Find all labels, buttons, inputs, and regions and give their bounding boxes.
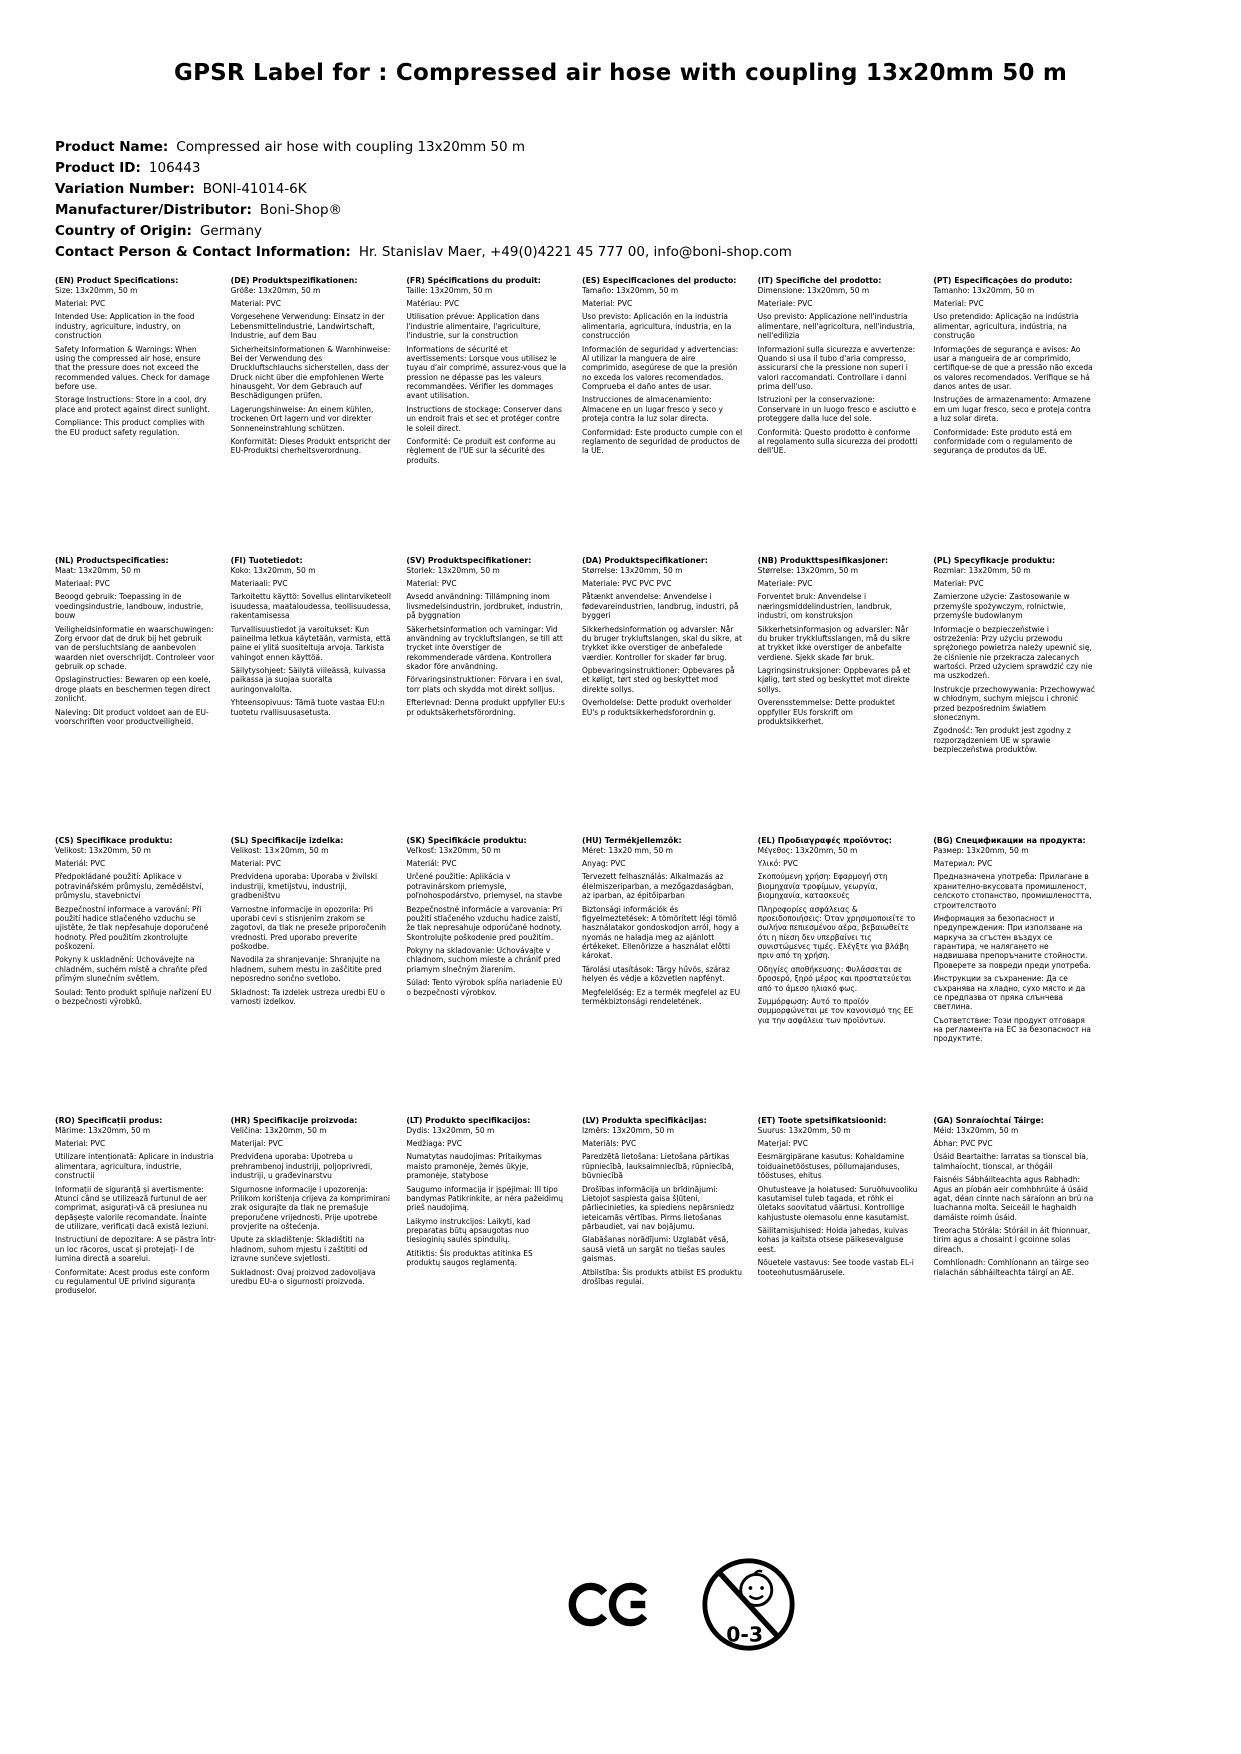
lang-block-paragraph: Medžiaga: PVC (406, 1139, 462, 1149)
lang-block-paragraph: Matériau: PVC (406, 299, 460, 309)
lang-block-paragraph: Lagringsinstruksjoner: Oppbevares på et kjølig, tørt sted og beskyttet mot direkte sollys. (757, 666, 911, 694)
lang-block-paragraph: Conformidade: Este produto está em conformidade com o regulamento de segurança de produtos da UE. (933, 427, 1073, 456)
product-info-line (55, 179, 792, 200)
lang-block-title: (EN) Product Specifications: (55, 276, 179, 285)
lang-block-paragraph: Tarkoitettu käyttö: Sovellus elintarviketeoll isuudessa, maataloudessa, teollisuudessa, rakentamisessa (230, 592, 391, 621)
lang-block-paragraph: Utilisation prévue: Application dans l'industrie alimentaire, l'agriculture, l'industrie, sur la construction (406, 312, 541, 341)
ce-mark-icon (568, 1573, 650, 1636)
lang-block-paragraph: Biztonsági információk és figyelmeztetések: A tömörített légi tömlő használatakor gondoskodjon arról, hogy a nyomás ne haladja meg az ajánlott értékeket. Ellenőrizze a használat előtti károkat. (582, 904, 739, 961)
lang-block-title: (DE) Produktspezifikationen: (230, 276, 358, 285)
lang-block-paragraph: Naleving: Dit product voldoet aan de EU-voorschriften voor productveiligheid. (55, 707, 209, 726)
lang-block-paragraph: Konformität: Dieses Produkt entspricht der EU-Produktsi cherheitsverordnung. (230, 436, 391, 456)
lang-block-fr (406, 276, 568, 556)
lang-block-paragraph: Materiaal: PVC (55, 579, 110, 589)
lang-block-paragraph: Säkerhetsinformation och varningar: Vid användning av tryckluftslangen, se till att trycket inte överstiger de rekommenderade värdena. Kontrollera skador före användning. (406, 624, 563, 672)
lang-block-paragraph: Skladnost: Ta izdelek ustreza uredbi EU o varnosti izdelkov. (230, 987, 385, 1006)
lang-block-paragraph: Soulad: Tento produkt splňuje nařízení EU o bezpečnosti výrobků. (55, 987, 212, 1006)
lang-block-title: (DA) Produktspecifikationer: (582, 556, 708, 565)
lang-block-paragraph: Avsedd användning: Tillämpning inom livsmedelsindustrin, jordbruket, industrin, på byggnation (406, 592, 563, 621)
lang-block-paragraph: Conformité: Ce produit est conforme au règlement de l'UE sur la sécurité des produits. (406, 436, 556, 465)
lang-block-paragraph: Οδηγίες αποθήκευσης: Φυλάσσεται σε δροσερό, ξηρό μέρος και προστατεύεται από το άμεσο ηλιακό φως. (757, 964, 912, 993)
lang-block-paragraph: Storage Instructions: Store in a cool, dry place and protect against direct sunlight. (55, 395, 210, 414)
lang-block-paragraph: Drošības informācija un brīdinājumi: Lietojot saspiesta gaisa šļūteni, pārliecinieties, ka spiediens nepārsniedz ieteicamās vērtības. Pirms lietošanas pārbaudiet, vai nav bojājumu. (582, 1184, 735, 1232)
lang-block-paragraph: Materiál: PVC (55, 859, 106, 869)
lang-block-paragraph: Tamanho: 13x20mm, 50 m (933, 285, 1035, 295)
lang-block-paragraph: Størrelse: 13x20mm, 50 m (757, 565, 859, 575)
lang-block-paragraph: Materjal: PVC (757, 1139, 808, 1149)
lang-block-paragraph: Sukladnost: Ovaj proizvod zadovoljava uredbu EU-a o sigurnosti proizvoda. (230, 1267, 376, 1286)
lang-block-paragraph: Comhlíonadh: Comhlíonann an táirge seo rialachán sábháilteachta táirgí an AE. (933, 1258, 1089, 1277)
lang-block-paragraph: Rozmiar: 13x20mm, 50 m (933, 565, 1031, 575)
lang-block-paragraph: Materijal: PVC (230, 1139, 284, 1149)
lang-block-paragraph: Veľkosť: 13x20mm, 50 m (406, 845, 501, 855)
lang-block-paragraph: Förvaringsinstruktioner: Förvara i en sval, torr plats och skydda mot direkt solljus. (406, 675, 563, 694)
lang-block-paragraph: Material: PVC (230, 859, 281, 869)
lang-block-paragraph: Zamierzone użycie: Zastosowanie w przemyśle spożywczym, rolnictwie, przemyśle budowlanym (933, 592, 1070, 621)
lang-block-paragraph: Υλικό: PVC (757, 859, 799, 869)
product-info-value: Compressed air hose with coupling 13x20mm 50 m (176, 139, 526, 155)
lang-block-paragraph: Safety Information & Warnings: When using the compressed air hose, ensure that the pressure does not exceed the recommended values. Check for damage before use. (55, 344, 210, 392)
lang-block-paragraph: Atbilstība: Šis produkts atbilst ES produktu drošības regulai. (582, 1267, 742, 1286)
lang-block-paragraph: Sicherheitsinformationen & Warnhinweise: Bei der Verwendung des Druckluftschlauchs sicherstellen, dass der Druck nicht über die empfohlenen Werte hinausgeht. Vor dem Gebrauch auf Beschädigungen prüfen. (230, 344, 391, 401)
lang-block-paragraph: Dydis: 13x20mm, 50 m (406, 1125, 495, 1135)
lang-block-paragraph: Materiaali: PVC (230, 579, 288, 589)
lang-block-paragraph: Материал: PVC (933, 859, 993, 869)
lang-block-paragraph: Materiál: PVC (406, 859, 457, 869)
lang-block-title: (FR) Spécifications du produit: (406, 276, 541, 285)
lang-block-lv (582, 1116, 744, 1396)
lang-block-paragraph: Påtænkt anvendelse: Anvendelse i fødevareindustrien, landbrug, industri, på byggeri (582, 592, 739, 621)
language-grid (55, 276, 1095, 1396)
lang-block-paragraph: Atitiktis: Šis produktas atitinka ES produktų saugos reglamentą. (406, 1248, 533, 1268)
lang-block-paragraph: Material: PVC (230, 299, 281, 309)
lang-block-paragraph: Storlek: 13x20mm, 50 m (406, 565, 500, 575)
product-info-line (55, 200, 792, 221)
lang-block-title: (LT) Produkto specifikacijos: (406, 1116, 531, 1125)
product-info-value: Hr. Stanislav Maer, +49(0)4221 45 777 00, info@boni-shop.com (358, 244, 792, 260)
product-info (55, 137, 792, 263)
lang-block-paragraph: Eesmärgipärane kasutus: Kohaldamine toiduainetööstuses, põllumajanduses, tööstuses, ehitus (757, 1152, 905, 1181)
lang-block-paragraph: Veiligheidsinformatie en waarschuwingen: Zorg ervoor dat de druk bij het gebruik van de persluchtslang de aanbevolen waarden niet overschrijdt. Controleer voor gebruik op schade. (55, 624, 215, 672)
lang-block-paragraph: Съответствие: Този продукт отговаря на регламента на ЕС за безопасност на продуктите. (933, 1015, 1091, 1044)
lang-block-paragraph: Συμμόρφωση: Αυτό το προϊόν συμμορφώνεται με τον κανονισμό της ΕΕ για την ασφάλεια των προϊόντων. (757, 996, 914, 1025)
lang-block-paragraph: Информация за безопасност и предупреждения: При използване на маркуча за сгъстен въздух се гарантира, че налягането не надвишава препоръчаните стойности. Проверете за повреди преди употреба. (933, 913, 1091, 970)
lang-block-fi (231, 556, 393, 836)
lang-block-paragraph: Paredzētā lietošana: Lietošana pārtikas rūpniecībā, lauksaimniecībā, rūpniecībā, būvniecībā (582, 1152, 734, 1181)
lang-block-paragraph: Opbevaringsinstruktioner: Opbevares på et køligt, tørt sted og beskyttet mod direkte sollys. (582, 666, 735, 694)
lang-block-paragraph: Tervezett felhasználás: Alkalmazás az élelmiszeriparban, a mezőgazdaságban, az iparban, az épitőiparban (582, 872, 734, 901)
lang-block-el (758, 836, 920, 1116)
lang-block-paragraph: Istruzioni per la conservazione: Conservare in un luogo fresco e asciutto e proteggere dalla luce del sole. (757, 395, 917, 424)
product-info-label: Product ID: (55, 160, 141, 176)
lang-block-paragraph: Bezpečnostní informace a varování: Při použití hadice stlačeného vzduchu se ujistěte, že tlak nepřesahuje doporučené hodnoty. Před použitím zkontrolujte poškození. (55, 904, 209, 952)
footer-symbols (568, 1556, 797, 1653)
lang-block-nl (55, 556, 217, 836)
lang-block-sl (231, 836, 393, 1116)
lang-block-title: (RO) Specificații produs: (55, 1116, 163, 1125)
lang-block-hu (582, 836, 744, 1116)
lang-block-nb (758, 556, 920, 836)
lang-block-paragraph: Vorgesehene Verwendung: Einsatz in der Lebensmittelindustrie, Landwirtschaft, Industrie, auf dem Bau (230, 312, 385, 341)
lang-block-paragraph: Предназначена употреба: Прилагане в хранително-вкусовата промишленост, селското стопанство, промишлеността, строителството (933, 872, 1092, 910)
lang-block-title: (CS) Specifikace produktu: (55, 836, 173, 845)
lang-block-title: (EL) Προδιαγραφές προϊόντος: (757, 836, 892, 845)
lang-block-title: (NL) Productspecificaties: (55, 556, 169, 565)
lang-block-paragraph: Instructions de stockage: Conserver dans un endroit frais et sec et protéger contre le soleil direct. (406, 404, 562, 433)
lang-block-paragraph: Ábhar: PVC PVC (933, 1139, 993, 1149)
lang-block-title: (IT) Specifiche del prodotto: (757, 276, 882, 285)
lang-block-paragraph: Material: PVC (406, 579, 457, 589)
lang-block-paragraph: Σκοπούμενη χρήση: Εφαρμογή στη βιομηχανία τροφίμων, γεωργία, βιομηχανία, κατασκευές (757, 872, 888, 901)
lang-block-paragraph: Súlad: Tento výrobok spĺňa nariadenie EÚ o bezpečnosti výrobkov. (406, 978, 563, 997)
lang-block-paragraph: Información de seguridad y advertencias: Al utilizar la manguera de aire comprimido, asegúrese de que la presión no exceda los valores recomendados. Comprueba el daño antes de usar. (582, 344, 739, 392)
lang-block-paragraph: Tamaño: 13x20mm, 50 m (582, 285, 679, 295)
age-warning-0-3-icon (700, 1556, 797, 1653)
lang-block-paragraph: Efterlevnad: Denna produkt uppfyller EU:s pr oduktsäkerhetsförordning. (406, 698, 565, 717)
lang-block-paragraph: Megfelelőség: Ez a termék megfelel az EU termékbiztonsági rendeletének. (582, 987, 741, 1006)
lang-block-bg (933, 836, 1095, 1116)
lang-block-paragraph: Méid: 13x20mm, 50 m (933, 1125, 1019, 1135)
lang-block-paragraph: Conformidad: Este producto cumple con el reglamento de seguridad de productos de la UE. (582, 427, 743, 456)
lang-block-paragraph: Material: PVC (55, 1139, 106, 1149)
lang-block-paragraph: Koko: 13x20mm, 50 m (230, 565, 316, 575)
lang-block-paragraph: Compliance: This product complies with the EU product safety regulation. (55, 418, 205, 437)
lang-block-paragraph: Размер: 13x20mm, 50 m (933, 845, 1029, 855)
lang-block-sk (406, 836, 568, 1116)
lang-block-paragraph: Overensstemmelse: Dette produktet oppfyller EUs forskrift om produktsikkerhet. (757, 698, 895, 726)
lang-block-paragraph: Materiāls: PVC (582, 1139, 637, 1149)
lang-block-title: (LV) Produkta specifikācijas: (582, 1116, 707, 1125)
lang-block-paragraph: Informações de segurança e avisos: Ao usar a mangueira de ar comprimido, certifique-se de que a pressão não exceda os valores recomendados. Verifique se há danos antes de usar. (933, 344, 1093, 392)
lang-block-paragraph: Materiał: PVC (933, 579, 984, 589)
lang-block-paragraph: Velikost: 13×20mm, 50 m (230, 845, 329, 855)
lang-block-paragraph: Uso previsto: Applicazione nell'industria alimentare, nell'agricoltura, nell'industria, nell'edilizia (757, 312, 915, 341)
lang-block-paragraph: Turvallisuustiedot ja varoitukset: Kun paineilma letkua käytetään, varmista, että paine ei ylitä suositeltuja arvoja. Tarkista vahingot ennen käyttöä. (230, 624, 391, 662)
lang-block-de (231, 276, 393, 556)
lang-block-paragraph: Conformitate: Acest produs este conform cu regulamentul UE privind siguranța produselor. (55, 1267, 210, 1296)
lang-block-paragraph: Säilitamisjuhised: Hoida jahedas, kuivas kohas ja kaitsta otsese päikesevalguse eest. (757, 1226, 908, 1254)
lang-block-paragraph: Size: 13x20mm, 50 m (55, 285, 138, 295)
lang-block-paragraph: Bezpečnostné informácie a varovania: Pri použití stlačeného vzduchu hadice zaistí, že tlak nepresahuje odporúčané hodnoty. Skontrolujte poškodenie pred použitím. (406, 904, 563, 942)
lang-block-paragraph: Tárolási utasítások: Tárgy hűvös, száraz helyen és védje a közvetlen napfényt. (582, 964, 730, 984)
lang-block-paragraph: Forventet bruk: Anvendelse i næringsmiddelindustrien, landbruk, industri, om konstruksjon (757, 592, 892, 621)
product-info-label: Manufacturer/Distributor: (55, 202, 252, 218)
lang-block-paragraph: Instrukcje przechowywania: Przechowywać w chłodnym, suchym miejscu i chronić przed bezpośrednim światłem słonecznym. (933, 684, 1095, 722)
lang-block-paragraph: Μέγεθος: 13x20mm, 50 m (757, 845, 858, 855)
product-info-value: BONI-41014-6K (202, 181, 307, 197)
lang-block-title: (SV) Produktspecifikationer: (406, 556, 532, 565)
lang-block-paragraph: Treoracha Stórála: Stóráil in áit fhionnuar, tirim agus a chosaint i gcoinne solas díreach. (933, 1226, 1091, 1254)
product-info-line (55, 242, 792, 263)
lang-block-paragraph: Dimensione: 13x20mm, 50 m (757, 285, 870, 295)
lang-block-paragraph: Nõuetele vastavus: See toode vastab EL-i tooteohutusmäärusele. (757, 1258, 914, 1277)
lang-block-en (55, 276, 217, 556)
lang-block-paragraph: Ohutusteave ja hoiatused: Suruõhuvooliku kasutamisel tuleb tagada, et rõhk ei ületaks soovitatud väärtusi. Kontrollige kahjustuste olemasolu enne kasutamist. (757, 1184, 918, 1222)
lang-block-paragraph: Předpokládané použití: Aplikace v potravinářském průmyslu, zemědělství, průmyslu, stavebnictví (55, 872, 204, 901)
lang-block-paragraph: Material: PVC (933, 299, 984, 309)
lang-block-title: (HR) Specifikacije proizvoda: (230, 1116, 358, 1125)
product-info-label: Country of Origin: (55, 223, 192, 239)
product-info-line (55, 221, 792, 242)
lang-block-title: (ES) Especificaciones del producto: (582, 276, 737, 285)
lang-block-paragraph: Materiale: PVC PVC PVC (582, 579, 672, 589)
lang-block-et (758, 1116, 920, 1396)
lang-block-paragraph: Laikymo instrukcijos: Laikyti, kad preparatas būtų apsaugotas nuo tiesioginių saulės spindulių. (406, 1216, 531, 1245)
lang-block-title: (PL) Specyfikacje produktu: (933, 556, 1056, 565)
lang-block-paragraph: Faisnéis Sábháilteachta agus Rabhadh: Agus an píobán aeir comhbhrúite á úsáid agat, déan cinnte nach sáraíonn an brú na luachanna molta. Seiceáil le haghaidh damáiste roimh úsáid. (933, 1175, 1094, 1222)
lang-block-paragraph: Upute za skladištenje: Skladištiti na hladnom, suhom mjestu i zaštititi od izravne sunčeve svjetlosti. (230, 1235, 368, 1264)
lang-block-paragraph: Instructiuni de depozitare: A se păstra într- un loc răcoros, uscat și protejați- l de lumina directă a soarelui. (55, 1235, 217, 1264)
lang-block-paragraph: Säilytysohjeet: Säilytä viileässä, kuivassa paikassa ja suojaa suoralta auringonvalolta. (230, 666, 386, 694)
lang-block-paragraph: Mărime: 13x20mm, 50 m (55, 1125, 151, 1135)
lang-block-da (582, 556, 744, 836)
lang-block-paragraph: Méret: 13x20 mm, 50 m (582, 845, 673, 855)
product-info-value: Germany (199, 223, 262, 239)
lang-block-paragraph: Informazioni sulla sicurezza e avvertenze: Quando si usa il tubo d'aria compresso, assicurarsi che la pressione non superi i valori raccomandati. Controllare i danni prima dell'uso. (757, 344, 916, 392)
age-warning-label: 0-3 (726, 1622, 764, 1647)
lang-block-paragraph: Pokyny na skladovanie: Uchovávajte v chladnom, suchom mieste a chrániť pred priamym slnečným žiarením. (406, 946, 561, 974)
lang-block-paragraph: Numatytas naudojimas: Pritaikymas maisto pramonėje, žemės ūkyje, pramonėje, statybose (406, 1152, 542, 1181)
lang-block-paragraph: Beoogd gebruik: Toepassing in de voedingsindustrie, landbouw, industrie, bouw (55, 592, 204, 621)
lang-block-paragraph: Størrelse: 13x20mm, 50 m (582, 565, 683, 575)
lang-block-paragraph: Utilizare intenționată: Aplicare in industria alimentara, agricultura, industrie, constructii (55, 1152, 214, 1181)
lang-block-paragraph: Material: PVC (582, 299, 633, 309)
lang-block-paragraph: Informacje o bezpieczeństwie i ostrzeżenia: Przy użyciu przewodu sprężonego powietrza należy upewnić się, że ciśnienie nie przekracza zalecanych wartości. Przed użyciem sprawdzić czy nie ma uszkodzeń. (933, 624, 1093, 681)
product-info-line (55, 158, 792, 179)
page-title: GPSR Label for : Compressed air hose with coupling 13x20mm 50 m (173, 60, 1067, 86)
lang-block-it (758, 276, 920, 556)
lang-block-title: (NB) Produkttspesifikasjoner: (757, 556, 889, 565)
lang-block-paragraph: Sikkerhetsinformasjon og advarsler: Når du bruker trykkluftsslangen, må du sikre at trykket ikke overstiger de anbefalte verdiene. Sjekk skade før bruk. (757, 624, 910, 662)
lang-block-sv (406, 556, 568, 836)
lang-block-paragraph: Uso pretendido: Aplicação na indústria alimentar, agricultura, indústria, na construção (933, 312, 1079, 341)
lang-block-paragraph: Informații de siguranță și avertismente: Atunci când se utilizează furtunul de aer comprimat, asigurați-vă că presiunea nu depășește valorile recomandate. Înainte de utilizare, verificați dacă există leziuni. (55, 1184, 209, 1232)
lang-block-paragraph: Predviđena uporaba: Upotreba u prehrambenoj industriji, poljoprivredi, industriji, u građevinarstvu (230, 1152, 373, 1181)
product-info-label: Product Name: (55, 139, 169, 155)
product-info-value: 106443 (148, 160, 201, 176)
lang-block-title: (ET) Toote spetsifikatsioonid: (757, 1116, 887, 1125)
lang-block-paragraph: Úsáid Beartaithe: Iarratas sa tionscal bia, talmhaíocht, tionscal, ar thógáil (933, 1152, 1089, 1171)
lang-block-title: (SK) Špecifikácie produktu: (406, 836, 527, 845)
lang-block-paragraph: Sikkerhedsinformation og advarsler: Når du bruger trykluftslangen, skal du sikre, at trykket ikke overstiger de anbefalede værdier. Kontroller for skader før brug. (582, 624, 742, 662)
lang-block-paragraph: Intended Use: Application in the food industry, agriculture, industry, on construction (55, 312, 195, 341)
lang-block-title: (SL) Specifikacije izdelka: (230, 836, 344, 845)
lang-block-paragraph: Zgodność: Ten produkt jest zgodny z rozporządzeniem UE w sprawie bezpieczeństwa produktów. (933, 726, 1071, 755)
lang-block-paragraph: Conformità: Questo prodotto è conforme al regolamento sulla sicurezza dei prodotti dell'UE. (757, 427, 918, 456)
lang-block-paragraph: Materiale: PVC (757, 579, 813, 589)
lang-block-title: (HU) Termékjellemzők: (582, 836, 682, 845)
lang-block-paragraph: Navodila za shranjevanje: Shranjujte na hladnem, suhem mestu in zaščitite pred neposredno sončno svetlobo. (230, 955, 382, 984)
lang-block-pt (933, 276, 1095, 556)
lang-block-paragraph: Pokyny k uskladnění: Uchovávejte na chladném, suchém místě a chraňte před přímým slunečním světlem. (55, 955, 208, 984)
lang-block-paragraph: Größe: 13x20mm, 50 m (230, 285, 321, 295)
product-info-line (55, 137, 792, 158)
lang-block-paragraph: Sigurnosne informacije i upozorenja: Prilikom korištenja crijeva za komprimirani zrak osigurajte da tlak ne premašuje preporučene vrijednosti. Prije upotrebe provjerite na oštećenja. (230, 1184, 390, 1232)
lang-block-paragraph: Overholdelse: Dette produkt overholder EU's p roduktsikkerhedsforordnin g. (582, 698, 732, 717)
lang-block-lt (406, 1116, 568, 1396)
lang-block-paragraph: Izmērs: 13x20mm, 50 m (582, 1125, 675, 1135)
lang-block-paragraph: Predvidena uporaba: Uporaba v živilski industriji, kmetijstvu, industriji, gradbeništvu (230, 872, 378, 901)
lang-block-paragraph: Maat: 13x20mm, 50 m (55, 565, 141, 575)
lang-block-title: (BG) Спецификации на продукта: (933, 836, 1086, 845)
lang-block-title: (GA) Sonraíochtaí Táirge: (933, 1116, 1044, 1125)
lang-block-paragraph: Instrucciones de almacenamiento: Almacene en un lugar fresco y seco y proteja contra la luz solar directa. (582, 395, 723, 424)
lang-block-paragraph: Uso previsto: Aplicación en la industria alimentaria, agricultura, industria, en la construcción (582, 312, 732, 341)
lang-block-ro (55, 1116, 217, 1396)
lang-block-paragraph: Veličina: 13x20mm, 50 m (230, 1125, 327, 1135)
lang-block-pl (933, 556, 1095, 836)
lang-block-paragraph: Glabāšanas norādījumi: Uzglabāt vēsā, sausā vietā un sargāt no tiešas saules gaismas. (582, 1235, 729, 1264)
lang-block-paragraph: Anyag: PVC (582, 859, 626, 869)
lang-block-title: (FI) Tuotetiedot: (230, 556, 303, 565)
lang-block-paragraph: Lagerungshinweise: An einem kühlen, trockenen Ort lagern und vor direkter Sonneneinstrahlung schützen. (230, 404, 374, 433)
lang-block-paragraph: Velikost: 13x20mm, 50 m (55, 845, 151, 855)
product-info-label: Contact Person & Contact Information: (55, 244, 351, 260)
lang-block-paragraph: Určené použitie: Aplikácia v potravinárskom priemysle, poľnohospodárstvo, priemysel, na stavbe (406, 872, 563, 901)
lang-block-paragraph: Informations de sécurité et avertissements: Lorsque vous utilisez le tuyau d'air comprimé, assurez-vous que la pression ne dépasse pas les valeurs recommandées. Vérifier les dommages avant utilisation. (406, 344, 567, 401)
lang-block-es (582, 276, 744, 556)
lang-block-paragraph: Πληροφορίες ασφάλειας & προειδοποιήσεις: Όταν χρησιμοποιείτε το σωλήνα πεπιεσμένου αέρα, βεβαιωθείτε ότι η πίεση δεν υπερβαίνει τις συνιστώμενες τιμές. Ελέγξτε για βλάβη πριν από τη χρήση. (757, 904, 916, 961)
lang-block-paragraph: Suurus: 13x20mm, 50 m (757, 1125, 851, 1135)
lang-block-paragraph: Instruções de armazenamento: Armazene em um lugar fresco, seco e proteja contra a luz solar direta. (933, 395, 1091, 424)
lang-block-paragraph: Yhteensopivuus: Tämä tuote vastaa EU:n tuotetu rvallisuusasetusta. (230, 698, 385, 717)
lang-block-title: (PT) Especificações do produto: (933, 276, 1073, 285)
lang-block-paragraph: Material: PVC (55, 299, 106, 309)
lang-block-paragraph: Materiale: PVC (757, 299, 813, 309)
lang-block-paragraph: Инструкции за съхранение: Да се съхранява на хладно, сухо място и да се предпазва от пряка слънчева светлина. (933, 974, 1086, 1012)
lang-block-paragraph: Taille: 13x20mm, 50 m (406, 285, 493, 295)
product-info-value: Boni-Shop® (259, 202, 343, 218)
lang-block-paragraph: Varnostne informacije in opozorila: Pri uporabi cevi s stisnjenim zrakom se zagotovi, da tlak ne preseže priporočenih vrednosti. Pred uporabo preverite poškodbe. (230, 904, 387, 952)
lang-block-paragraph: Opslaginstructies: Bewaren op een koele, droge plaats en beschermen tegen direct zonlicht. (55, 675, 211, 704)
lang-block-paragraph: Saugumo informacija ir įspėjimai: III tipo bandymas Patikrinkite, ar nėra pažeidimų prieš naudojimą. (406, 1184, 564, 1213)
lang-block-ga (933, 1116, 1095, 1396)
lang-block-hr (231, 1116, 393, 1396)
lang-block-cs (55, 836, 217, 1116)
product-info-label: Variation Number: (55, 181, 195, 197)
